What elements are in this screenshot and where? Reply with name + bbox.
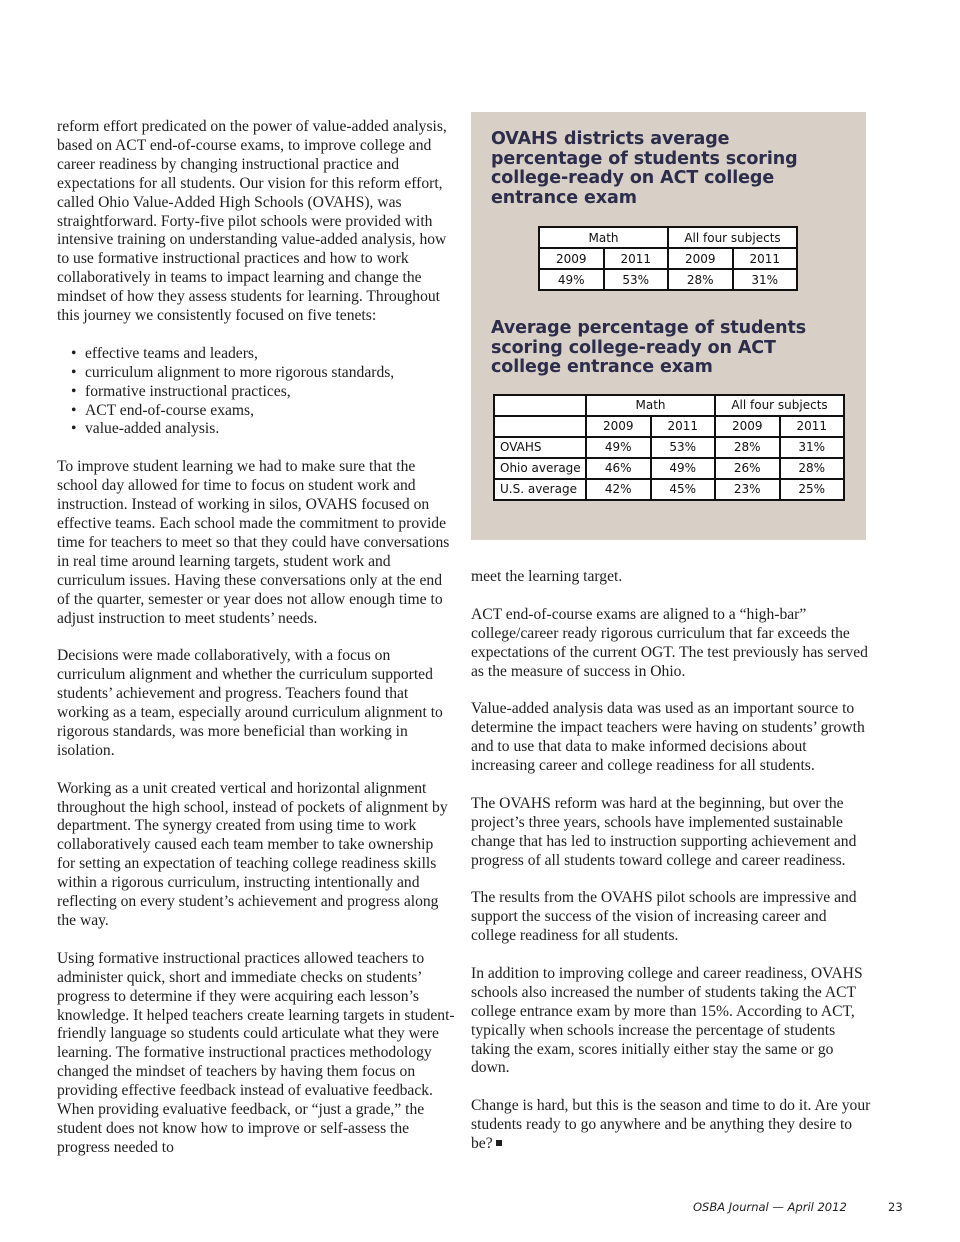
year-cell: 2011	[651, 416, 716, 437]
year-cell: 2011	[604, 248, 669, 269]
value-cell: 23%	[715, 479, 780, 500]
body-paragraph: Decisions were made collaboratively, with a focus on curriculum alignment and whether the curriculum supported students’ achievement and progress. Teachers found that working as a team, especially around curriculum alignment to rigorous standards, was more beneficial than working in isolation.	[57, 647, 443, 759]
table-header-all-subjects: All four subjects	[668, 227, 797, 248]
value-cell: 31%	[780, 437, 845, 458]
year-cell: 2011	[780, 416, 845, 437]
year-cell: 2009	[668, 248, 733, 269]
body-paragraph: In addition to improving college and career readiness, OVAHS schools also increased the number of students taking the ACT college entrance exam by more than 15%. According to ACT, typically when schools increase the percentage of students taking the exam, scores initially either stay the same or go down.	[471, 964, 863, 1077]
list-item: • ACT end-of-course exams,	[71, 402, 455, 421]
value-cell: 42%	[586, 479, 651, 500]
closing-text: Change is hard, but this is the season and time to do it. Are your students ready to go anywhere and be anything they desire to be?	[471, 1097, 871, 1153]
list-item: • effective teams and leaders,	[71, 345, 455, 364]
comparison-table	[493, 394, 845, 501]
year-cell: 2009	[586, 416, 651, 437]
table1-title: OVAHS districts average percentage of students scoring college-ready on ACT college entrance exam	[491, 129, 798, 208]
value-cell: 25%	[780, 479, 845, 500]
ovahs-districts-table	[538, 226, 798, 291]
body-paragraph: The OVAHS reform was hard at the beginning, but over the project’s three years, schools have implemented sustainable change that has led to instruction supporting achievement and progress of all students toward college and career readiness.	[471, 794, 857, 869]
value-cell: 28%	[780, 458, 845, 479]
value-cell: 28%	[715, 437, 780, 458]
body-paragraph: ACT end-of-course exams are aligned to a “high-bar” college/career ready rigorous curriculum that far exceeds the expectations of the current OGT. The test previously has served as the measure of success in Ohio.	[471, 605, 868, 680]
body-paragraph: Working as a unit created vertical and horizontal alignment throughout the high school, instead of pockets of alignment by department. The synergy created from using time to work collaboratively caused each team member to take ownership for setting an expectation of teaching college readiness skills within a rigorous curriculum, instructing intentionally and reflecting on every student’s achievement and progress along the way.	[57, 779, 448, 929]
left-column	[57, 118, 455, 1158]
list-item: • value-added analysis.	[71, 420, 455, 439]
value-cell: 49%	[539, 269, 604, 290]
table-row	[494, 437, 844, 458]
value-cell: 49%	[651, 458, 716, 479]
list-item: • curriculum alignment to more rigorous standards,	[71, 364, 455, 383]
value-cell: 53%	[604, 269, 669, 290]
table-header-math: Math	[539, 227, 668, 248]
value-cell: 31%	[733, 269, 798, 290]
row-label: Ohio average	[494, 458, 586, 479]
body-paragraph: reform effort predicated on the power of value-added analysis, based on ACT end-of-course exams, to improve college and career readiness by changing instructional practice and expectations for all students. Our vision for this reform effort, called Ohio Value-Added High Schools (OVAHS), was straightforward. Forty-five pilot schools were provided with intensive training on understanding value-added analysis, how to use formative instructional practices and how to work collaboratively in teams to impact learning and change the mindset of how they assess students for learning. Throughout this journey we consistently focused on five tenets:	[57, 118, 447, 325]
table-header-all-subjects: All four subjects	[715, 395, 844, 416]
year-cell: 2011	[733, 248, 798, 269]
empty-header-cell	[494, 395, 586, 416]
value-cell: 28%	[668, 269, 733, 290]
row-label: U.S. average	[494, 479, 586, 500]
statistics-sidebar	[471, 112, 866, 540]
value-cell: 53%	[651, 437, 716, 458]
right-column	[471, 568, 871, 1154]
value-cell: 26%	[715, 458, 780, 479]
body-paragraph: Using formative instructional practices allowed teachers to administer quick, short and immediate checks on students’ progress to determine if they were acquiring each lesson’s knowledge. It helped teachers create learning targets in student-friendly language so students could articulate what they were learning. The formative instructional practices methodology changed the mindset of teachers by having them focus on providing effective feedback instead of evaluative feedback. When providing evaluative feedback, or “just a grade,” the student does not know how to improve or self-assess the progress needed to	[57, 949, 455, 1156]
body-paragraph: Value-added analysis data was used as an important source to determine the impact teachers were having on students’ growth and to use that data to make informed decisions about increasing career and college readiness for all students.	[471, 700, 865, 775]
page-number: 23	[888, 1200, 903, 1214]
value-cell: 46%	[586, 458, 651, 479]
body-paragraph: meet the learning target.	[471, 568, 623, 585]
table-header-math: Math	[586, 395, 715, 416]
closing-paragraph	[471, 1097, 871, 1154]
end-mark-icon	[496, 1140, 502, 1146]
body-paragraph: To improve student learning we had to make sure that the school day allowed for time to focus on student work and instruction. Instead of working in silos, OVAHS focused on effective teams. Each school made the commitment to provide time for teachers to meet so that they could have conversations in real time around learning targets, student work and curriculum issues. Having these conversations only at the end of the quarter, semester or year does not allow enough time to adjust instruction to meet students’ needs.	[57, 458, 450, 627]
value-cell: 49%	[586, 437, 651, 458]
table2-title: Average percentage of students scoring college-ready on ACT college entrance exam	[491, 318, 807, 377]
body-paragraph: The results from the OVAHS pilot schools are impressive and support the success of the vision of increasing career and college readiness for all students.	[471, 889, 857, 945]
value-cell: 45%	[651, 479, 716, 500]
row-label: OVAHS	[494, 437, 586, 458]
year-cell: 2009	[715, 416, 780, 437]
journal-footer: OSBA Journal — April 2012	[693, 1200, 847, 1214]
table-row	[494, 479, 844, 500]
table-row	[494, 458, 844, 479]
empty-header-cell	[494, 416, 586, 437]
year-cell: 2009	[539, 248, 604, 269]
tenets-list	[57, 345, 455, 440]
list-item: • formative instructional practices,	[71, 383, 455, 402]
